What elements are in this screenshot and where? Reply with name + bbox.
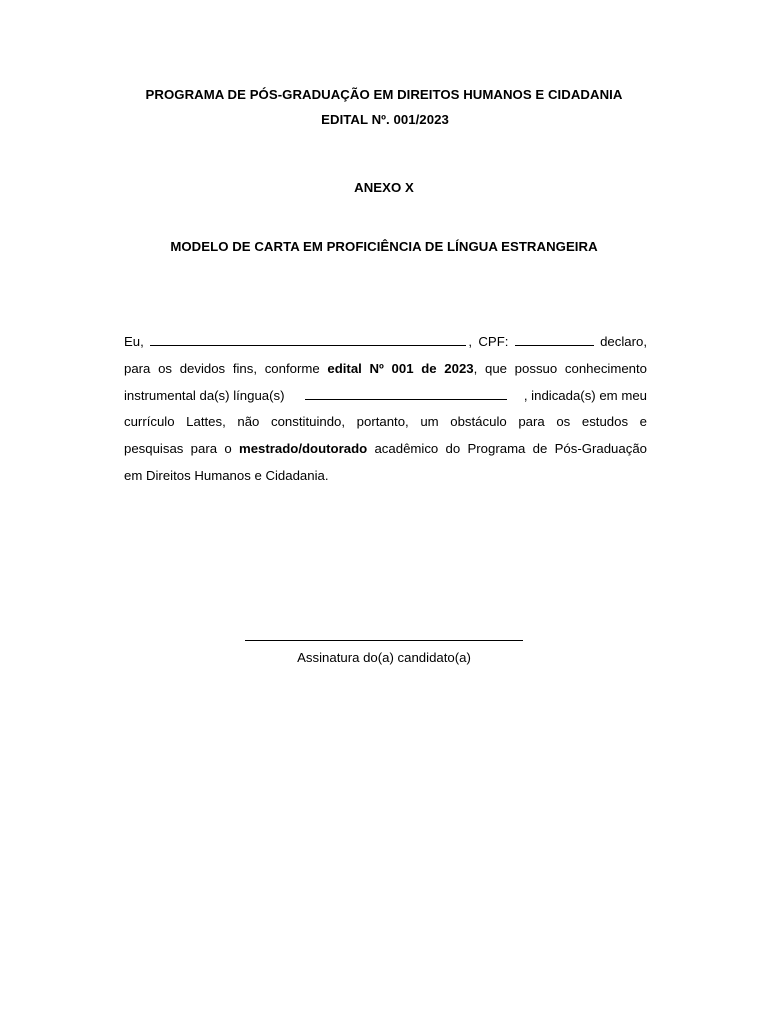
letter-text: Eu, <box>124 334 144 349</box>
letter-line-6 <box>124 463 647 490</box>
letter-line-2 <box>124 356 647 383</box>
signature-label: Assinatura do(a) candidato(a) <box>297 650 471 665</box>
annex-title: ANEXO X <box>354 180 414 195</box>
signature-line <box>245 640 523 641</box>
language-blank <box>305 385 507 400</box>
degree-reference: mestrado/doutorado <box>238 441 368 457</box>
edital-reference: edital Nº 001 de 2023 <box>327 360 474 376</box>
letter-text: instrumental da(s) língua(s) <box>124 387 285 403</box>
letter-text: em Direitos Humanos e Cidadania. <box>124 467 329 483</box>
edital-heading: EDITAL Nº. 001/2023 <box>321 112 449 127</box>
letter-text <box>124 436 647 463</box>
letter-text: declaro, <box>600 334 647 349</box>
letter-line-1 <box>124 329 647 356</box>
letter-text: , indicada(s) em meu <box>523 387 647 403</box>
letter-text: CPF: <box>478 334 509 349</box>
letter-text: para os devidos fins, conforme <box>124 360 328 376</box>
program-heading: PROGRAMA DE PÓS-GRADUAÇÃO EM DIREITOS HUMANOS E CIDADANIA <box>145 87 623 102</box>
letter-line-4 <box>124 409 647 436</box>
letter-body <box>124 329 647 490</box>
letter-text: , <box>468 334 473 349</box>
annex-subtitle: MODELO DE CARTA EM PROFICIÊNCIA DE LÍNGUA ESTRANGEIRA <box>170 239 598 254</box>
name-blank <box>150 331 466 346</box>
letter-text: currículo Lattes, não constituindo, portanto, um obstáculo para os estudos e <box>124 414 647 430</box>
letter-line-3 <box>124 383 647 410</box>
letter-text: acadêmico do Programa de Pós-Graduação <box>367 441 647 457</box>
letter-text <box>124 356 647 383</box>
letter-text: , que possuo conhecimento <box>473 360 647 376</box>
letter-line-5 <box>124 436 647 463</box>
letter-text: pesquisas para o <box>124 441 239 457</box>
cpf-blank <box>515 331 594 346</box>
